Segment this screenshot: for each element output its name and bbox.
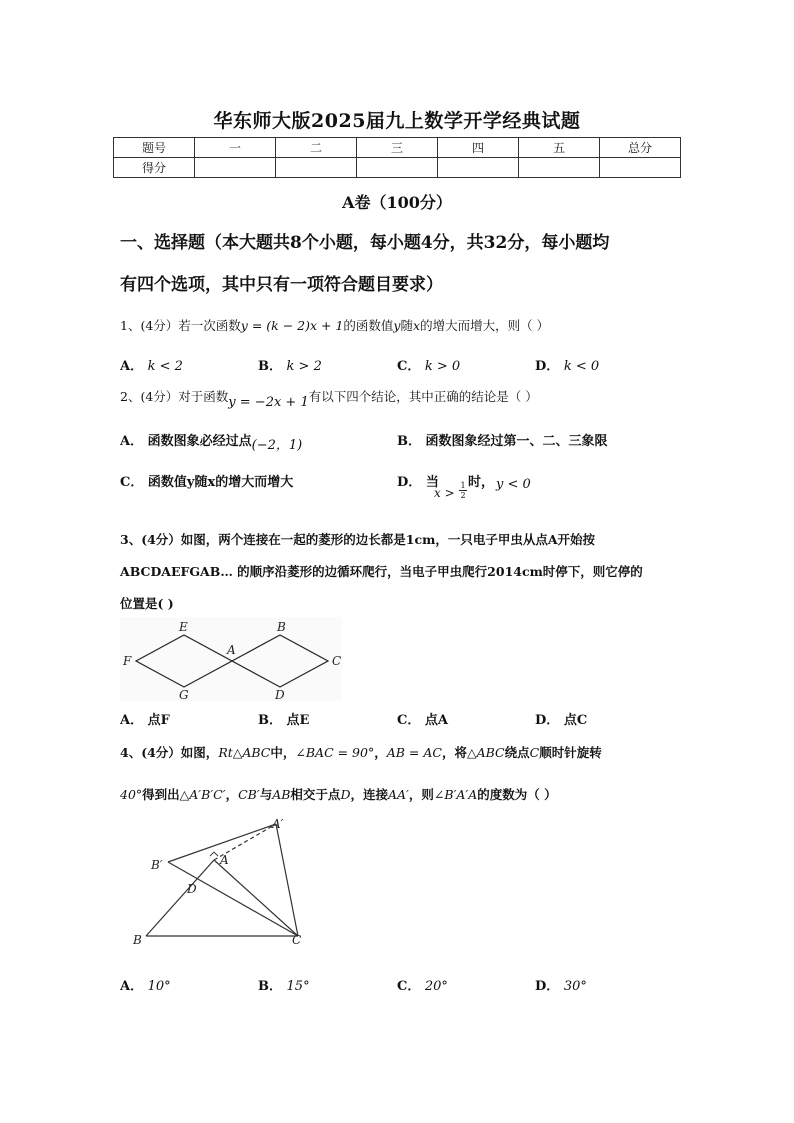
score-table-row (114, 158, 681, 178)
q2-option-b-text: 函数图象经过第一、二、三象限 (425, 434, 608, 449)
q1-suffix: 的增大而增大，则（ ） (420, 318, 550, 333)
label-G: G (179, 688, 189, 701)
q4-option-d-label: D． (535, 979, 560, 994)
label-B: B (133, 933, 142, 947)
q4-math-c: C (529, 745, 540, 760)
q4-math-equal-sides: AB = AC (386, 745, 442, 760)
segment-B1C (168, 862, 298, 936)
q1-option-d-text: k < 0 (563, 359, 600, 374)
q3-option-c-label: C． (397, 713, 421, 728)
q2-formula: y = −2x + 1 (228, 395, 309, 410)
q4-line2-text1: 得到出 (142, 787, 180, 802)
q3-option-d-label: D． (535, 713, 560, 728)
q4-line2-text6: ，则 (408, 787, 434, 802)
q1-option-a-text: k < 2 (147, 359, 183, 374)
q3-option-d[interactable] (535, 709, 587, 728)
score-header-cell: 一 (195, 138, 276, 158)
q2-option-a-text: 函数图象必经过点 (147, 434, 252, 449)
label-E: E (179, 620, 188, 634)
q4-option-c-label: C． (397, 979, 421, 994)
q1-option-d-label: D． (535, 359, 560, 374)
question-2-stem (120, 381, 690, 414)
score-cell[interactable] (600, 158, 681, 178)
q4-option-b-text: 15° (286, 979, 310, 994)
score-cell[interactable] (438, 158, 519, 178)
score-table-header-row (114, 138, 681, 158)
label-A: A (220, 853, 229, 867)
q2-option-c[interactable] (120, 471, 293, 490)
q3-option-a[interactable] (120, 709, 170, 728)
label-F: F (123, 654, 132, 668)
q4-rotation-figure (126, 812, 316, 950)
q1-var-y: y (393, 318, 401, 333)
q4-line2-text5: ，连接 (350, 787, 388, 802)
q1-mid2: 随 (400, 318, 413, 333)
score-header-cell: 三 (357, 138, 438, 158)
q2-prefix: 2、(4分）对于函数 (120, 389, 229, 404)
q4-line1-prefix: 4、(4分）如图， (120, 745, 219, 760)
q4-option-d-text: 30° (563, 979, 587, 994)
q1-mid: 的函数值 (343, 318, 394, 333)
q4-line1-mid2: ，将 (441, 745, 467, 760)
q2-option-c-text: 函数值y随x的增大而增大 (147, 475, 294, 490)
q3-option-b-text: 点E (286, 713, 310, 728)
q4-line2-text4: 相交于点 (290, 787, 341, 802)
q4-math-cb1: CB′ (238, 787, 260, 802)
q3-option-c-text: 点A (424, 713, 448, 728)
q4-line2-text3: 与 (259, 787, 273, 802)
q3-option-d-text: 点C (563, 713, 588, 728)
label-B-prime: B′ (151, 858, 163, 872)
q2-option-b[interactable] (397, 430, 608, 449)
q1-formula: y = (k − 2)x + 1 (240, 318, 344, 333)
q1-option-d[interactable] (535, 355, 599, 374)
score-cell[interactable] (276, 158, 357, 178)
q4-math-40: 40° (120, 787, 143, 802)
q2-option-d-text: 当 (425, 475, 439, 490)
q2-suffix: 有以下四个结论，其中正确的结论是（ ） (308, 389, 538, 404)
q3-option-a-text: 点F (147, 713, 170, 728)
q2-option-d[interactable] (397, 471, 439, 490)
q2-option-a[interactable] (120, 430, 303, 453)
q2-option-d-label: D． (397, 475, 422, 490)
q2-option-d-result: y < 0 (496, 477, 531, 492)
q4-option-d[interactable] (535, 975, 587, 994)
score-cell[interactable] (357, 158, 438, 178)
section-heading-line2: 有四个选项，其中只有一项符合题目要求） (120, 275, 443, 295)
q4-line1-suffix: 顺时针旋转 (539, 745, 602, 760)
q4-math-ab: AB (272, 787, 291, 802)
score-header-cell: 题号 (114, 138, 195, 158)
q2-fraction-numerator: 1 (460, 481, 466, 490)
q4-line2-text2: ， (225, 787, 239, 802)
q4-math-angle: ∠BAC = 90° (295, 745, 375, 760)
q1-option-c-text: k > 0 (424, 359, 461, 374)
label-A: A (227, 643, 236, 657)
q3-option-b[interactable] (258, 709, 309, 728)
q4-option-b[interactable] (258, 975, 310, 994)
q4-option-a-text: 10° (147, 979, 171, 994)
q1-option-b-text: k > 2 (286, 359, 322, 374)
q2-option-b-label: B． (397, 434, 421, 449)
q4-line2-text7: 的度数为（ ） (477, 787, 557, 802)
q3-option-c[interactable] (397, 709, 448, 728)
q1-prefix: 1、(4分）若一次函数 (120, 318, 241, 333)
question-3-line2: ABCDAEFGAB… 的顺序沿菱形的边循环爬行，当电子甲虫爬行2014cm时停下，则它停的 (120, 564, 643, 579)
label-B: B (277, 620, 286, 634)
q3-rhombus-figure (120, 617, 342, 701)
q4-math-aa1: AA′ (387, 787, 409, 802)
q4-math-angle-b1a1a: ∠B′A′A (433, 787, 478, 802)
q4-option-c-text: 20° (424, 979, 448, 994)
question-3-line3: 位置是( ) (120, 596, 174, 611)
label-D: D (275, 688, 285, 701)
q1-option-b-label: B． (258, 359, 282, 374)
q4-math-d: D (340, 787, 351, 802)
q4-line1-mid3: 绕点 (504, 745, 530, 760)
right-angle-mark (210, 852, 218, 856)
q1-option-a[interactable] (120, 355, 183, 374)
question-4-line1 (120, 737, 690, 769)
q2-fraction-denominator: 2 (460, 491, 466, 500)
q1-var-x: x (413, 318, 421, 333)
page-title: 华东师大版2025届九上数学开学经典试题 (213, 110, 581, 132)
figure-background (120, 617, 342, 701)
question-4-line2 (120, 779, 690, 811)
q3-option-a-label: A． (120, 713, 144, 728)
label-C: C (292, 933, 302, 947)
label-C: C (332, 654, 342, 668)
q4-option-c[interactable] (397, 975, 448, 994)
q4-option-b-label: B． (258, 979, 282, 994)
q1-option-c-label: C． (397, 359, 421, 374)
score-header-cell: 二 (276, 138, 357, 158)
q2-option-a-label: A． (120, 434, 144, 449)
question-3-line1: 3、(4分）如图，两个连接在一起的菱形的边长都是1cm，一只电子甲虫从点A开始按 (120, 532, 596, 547)
score-cell[interactable] (195, 158, 276, 178)
score-row-label: 得分 (114, 158, 195, 178)
q4-math-triangle: Rt△ABC (218, 745, 271, 760)
section-heading-line1: 一、选择题（本大题共8个小题，每小题4分，共32分，每小题均 (120, 233, 610, 253)
q4-line1-sep: ， (374, 745, 387, 760)
q4-option-a-label: A． (120, 979, 144, 994)
q1-option-b[interactable] (258, 355, 322, 374)
q2-option-d-time: 时， (468, 475, 495, 490)
q4-math-rotated: △A′B′C′ (179, 787, 226, 802)
q4-line1-mid: 中， (270, 745, 296, 760)
score-header-cell: 四 (438, 138, 519, 158)
q3-option-b-label: B． (258, 713, 282, 728)
q1-option-a-label: A． (120, 359, 144, 374)
q2-option-d-condition: x > (434, 486, 455, 500)
volume-title: A卷（100分） (342, 193, 452, 212)
score-table (113, 137, 681, 178)
label-A-prime: A′ (272, 817, 284, 831)
score-cell[interactable] (519, 158, 600, 178)
q2-option-c-label: C． (120, 475, 144, 490)
score-header-cell: 五 (519, 138, 600, 158)
q1-option-c[interactable] (397, 355, 460, 374)
q2-option-d-fraction (459, 481, 467, 500)
score-header-cell: 总分 (600, 138, 681, 158)
q4-math-abc: △ABC (466, 745, 505, 760)
q4-option-a[interactable] (120, 975, 171, 994)
question-1-stem (120, 310, 690, 342)
q2-option-a-point: (−2，1) (251, 438, 303, 453)
label-D: D (187, 882, 197, 896)
